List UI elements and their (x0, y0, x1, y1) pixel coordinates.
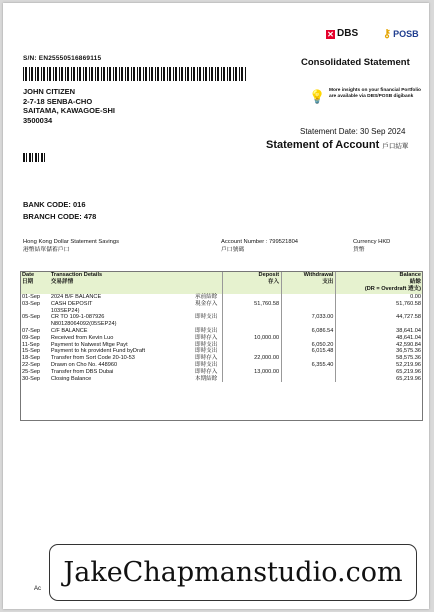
row-details: Drawn on Cho No. 448960 (50, 361, 118, 368)
customer-name: JOHN CITIZEN (23, 87, 76, 96)
row-date (20, 308, 49, 315)
consolidated-statement-title: Consolidated Statement (301, 57, 410, 68)
row-balance: 0.00 (336, 294, 423, 301)
row-date: 01-Sep (22, 294, 41, 300)
row-type-zh: 即時存入 (194, 334, 218, 341)
row-balance: 51,760.58 (336, 301, 423, 308)
row-date: 07-Sep (22, 327, 41, 334)
table-row (20, 342, 423, 349)
header-details: Transaction Details 交易詳情 (49, 271, 193, 294)
row-withdrawal (282, 294, 336, 301)
row-type-zh: 即時支出 (194, 341, 218, 348)
row-date: 11-Sep (22, 341, 40, 348)
row-deposit: 13,000.00 (223, 369, 282, 376)
bank-code: BANK CODE: 016 (23, 200, 86, 209)
row-withdrawal: 6,355.40 (282, 362, 336, 369)
row-withdrawal (282, 335, 336, 342)
row-withdrawal (282, 301, 336, 308)
small-barcode (23, 153, 45, 162)
table-row (20, 369, 423, 376)
postcode: 3500034 (23, 115, 53, 125)
dbs-logo: ✕ DBS (327, 28, 359, 39)
header-withdrawal: Withdrawal 支出 (282, 271, 336, 294)
posb-logo: ⚷ POSB (383, 28, 419, 40)
row-details: Transfer from Sort Code 20-10-53 (50, 355, 135, 362)
row-date: 03-Sep (22, 300, 41, 307)
row-details: 2024 B/F BALANCE (50, 294, 102, 300)
table-row (20, 335, 423, 342)
serial-number: S/N: EN25550516869115 (23, 55, 102, 62)
header-balance: Balance 結餘 (DR = Overdraft 透支) (336, 271, 423, 294)
watermark-banner: JakeChapmanstudio.com (49, 544, 417, 601)
row-deposit (223, 376, 282, 383)
row-balance: 42,590.84 (336, 342, 423, 349)
row-deposit (223, 314, 282, 321)
row-details: CASH DEPOSIT (50, 300, 93, 307)
row-deposit (223, 342, 282, 349)
row-type-zh: 即時支出 (194, 327, 218, 334)
bank-codes (23, 199, 96, 223)
table-row (20, 314, 423, 321)
table-row (20, 308, 423, 315)
row-date: 05-Sep (22, 314, 41, 321)
row-withdrawal: 7,033.00 (282, 314, 336, 321)
row-balance: 44,727.58 (336, 314, 423, 321)
barcode (23, 67, 247, 81)
table-header-row (20, 271, 423, 294)
row-withdrawal (282, 369, 336, 376)
statement-page (3, 3, 429, 609)
row-date: 18-Sep (22, 355, 41, 362)
row-withdrawal (282, 308, 336, 315)
row-date (20, 321, 49, 328)
row-deposit: 22,000.00 (223, 355, 282, 362)
row-type-zh: 承前結餘 (194, 294, 218, 300)
row-details: N80128064092(05SEP24) (50, 321, 117, 328)
row-balance: 38,641.04 (336, 328, 423, 335)
address-line-1: 2-7-18 SENBA-CHO (23, 96, 93, 106)
row-balance: 48,641.04 (336, 335, 423, 342)
lightbulb-icon: 💡 (309, 89, 326, 104)
row-details: Received from Kevin Luo (50, 334, 114, 341)
row-withdrawal (282, 355, 336, 362)
row-date: 15-Sep (22, 348, 41, 355)
table-row (20, 376, 423, 383)
row-type-zh: 即時存入 (194, 368, 218, 375)
row-type-zh: 本期結餘 (194, 375, 218, 382)
customer-address (23, 87, 115, 125)
row-balance (336, 321, 423, 328)
row-type-zh: 即時支出 (194, 314, 218, 321)
row-deposit (223, 348, 282, 355)
row-deposit (223, 328, 282, 335)
transactions-table (20, 271, 423, 382)
row-type-zh: 即時支出 (194, 361, 218, 368)
row-date: 09-Sep (22, 334, 41, 341)
row-details: Payment to Natwest Mtge Payt (50, 341, 128, 348)
row-type-zh: 即時存入 (194, 355, 218, 362)
row-date: 25-Sep (22, 368, 41, 375)
row-type-zh: 現金存入 (194, 300, 218, 307)
table-row (20, 301, 423, 308)
footer-fragment: Ac (34, 586, 42, 592)
row-withdrawal (282, 321, 336, 328)
row-balance: 52,219.96 (336, 362, 423, 369)
row-balance: 58,575.36 (336, 355, 423, 362)
header-date: Date 日期 (20, 271, 49, 294)
dbs-x-icon: ✕ (327, 30, 334, 39)
row-details: CR TO 109-1-087926 (50, 314, 105, 321)
row-deposit: 51,760.58 (223, 301, 282, 308)
insights-note: More insights on your financial Portfolio are available via DBS/POSB digibank (329, 88, 421, 99)
row-details: 103SEP24) (50, 307, 80, 314)
row-details: Closing Balance (50, 375, 92, 382)
posb-key-icon: ⚷ (383, 28, 392, 40)
row-withdrawal (282, 376, 336, 383)
row-date: 30-Sep (22, 375, 41, 382)
row-deposit (223, 321, 282, 328)
account-type: Hong Kong Dollar Statement Savings 港幣結單儲蓄戶口 (23, 239, 120, 253)
row-type-zh (193, 321, 223, 328)
row-date: 22-Sep (22, 361, 41, 368)
table-row (20, 294, 423, 301)
address-line-2: SAITAMA, KAWAGOE-SHI (23, 106, 115, 115)
row-type-zh: 即時支出 (194, 348, 218, 355)
statement-date: Statement Date: 30 Sep 2024 (300, 127, 406, 136)
branch-code: BRANCH CODE: 478 (23, 212, 97, 221)
row-deposit (223, 308, 282, 315)
account-number: Account Number : 799521804 戶口號碼 (221, 239, 299, 253)
row-balance (336, 308, 423, 315)
row-details: Transfer from DBS Dubai (50, 368, 114, 375)
row-withdrawal: 6,086.54 (282, 328, 336, 335)
currency: Currency HKD 貨幣 (353, 239, 391, 253)
table-row (20, 348, 423, 355)
row-deposit (223, 294, 282, 301)
row-withdrawal: 6,015.48 (282, 348, 336, 355)
row-details: C/F BALANCE (50, 327, 88, 334)
table-row (20, 321, 423, 328)
row-deposit: 10,000.00 (223, 335, 282, 342)
row-balance: 36,575.36 (336, 348, 423, 355)
row-details: Payment to hk provident Fund byDraft (50, 348, 146, 355)
table-row (20, 362, 423, 369)
row-balance: 65,219.96 (336, 369, 423, 376)
table-row (20, 328, 423, 335)
row-withdrawal: 6,050.20 (282, 342, 336, 349)
table-row (20, 355, 423, 362)
row-balance: 65,219.96 (336, 376, 423, 383)
row-deposit (223, 362, 282, 369)
header-deposit: Deposit 存入 (223, 271, 282, 294)
statement-of-account-title: Statement of Account 戶口結單 (266, 139, 409, 151)
